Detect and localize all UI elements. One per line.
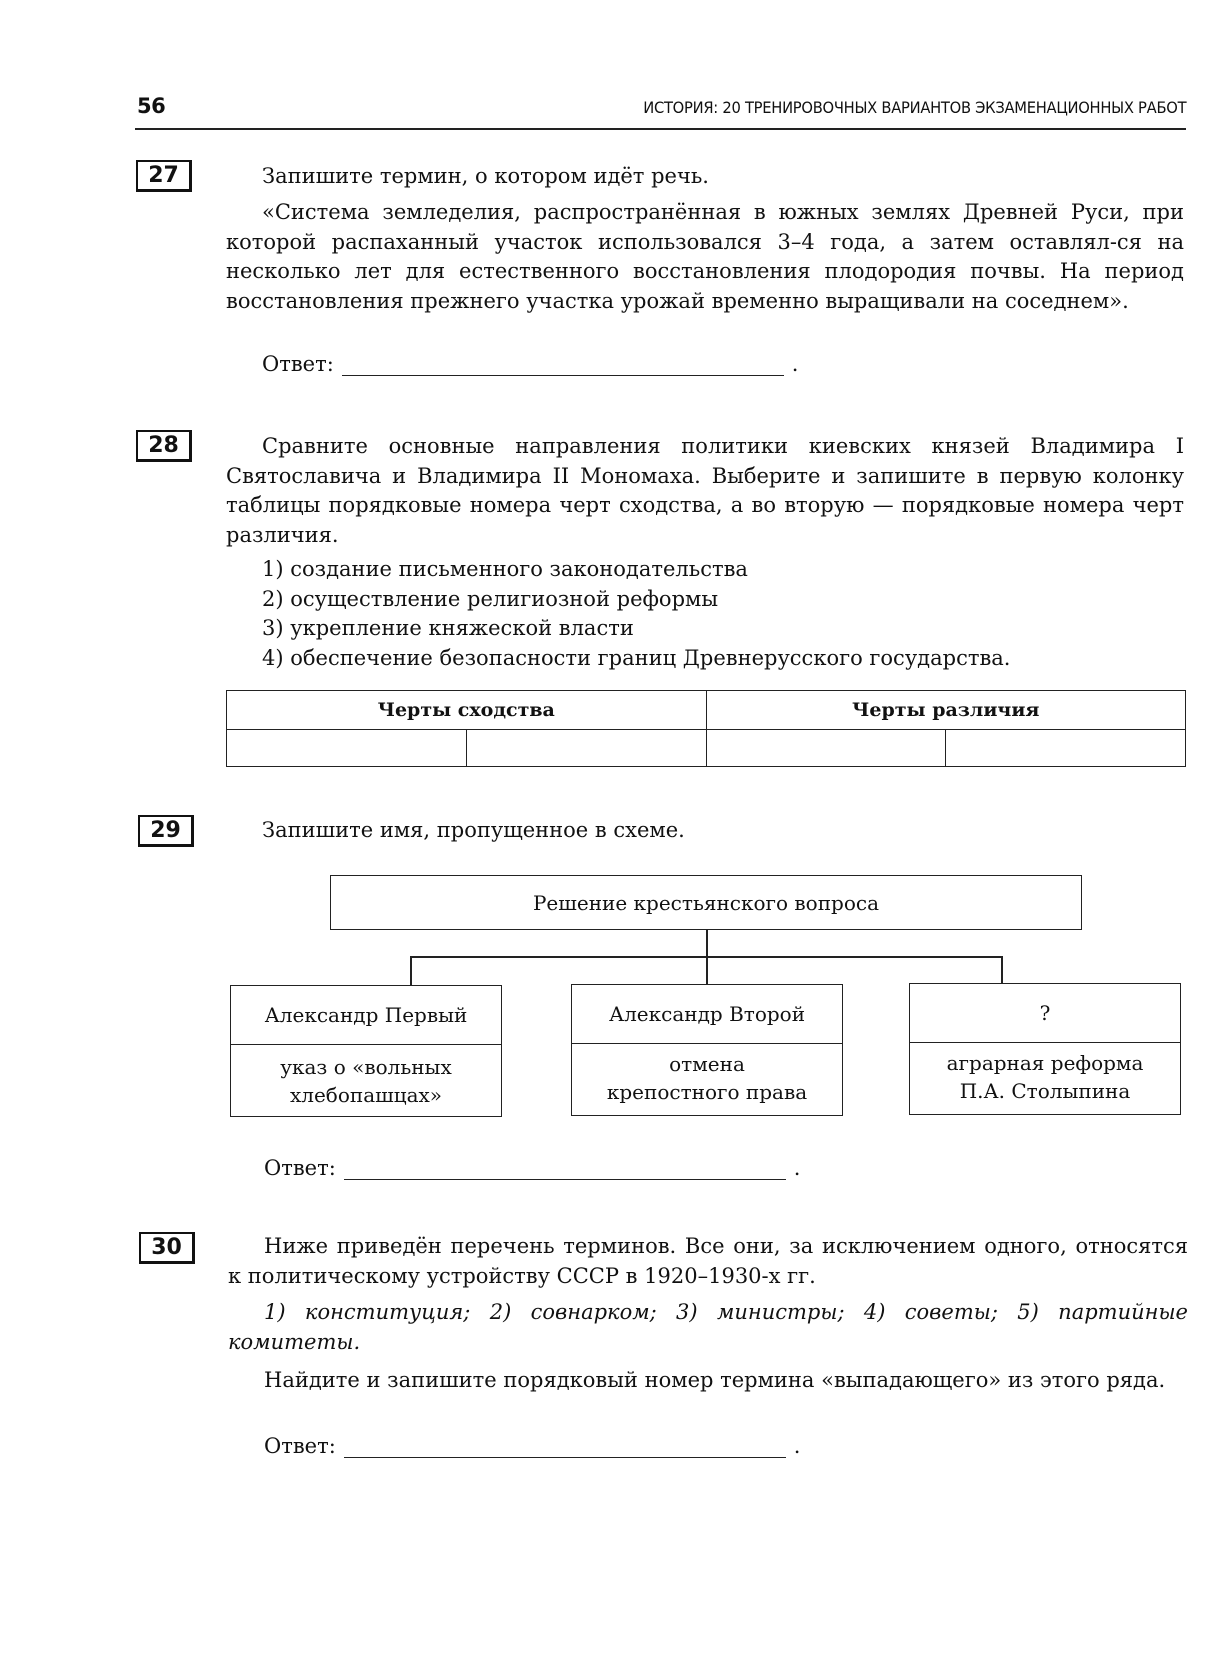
task-number-30: 30 [139,1232,195,1264]
branch-2-line1: отмена [669,1052,745,1076]
branch-3-line2: П.А. Столыпина [959,1079,1131,1103]
task-29-answer[interactable] [264,1156,800,1180]
task-30-task: Найдите и запишите порядковый номер термина «выпадающего» из этого ряда. [264,1368,1166,1392]
option-1: 1) создание письменного законодательства [262,557,748,581]
branch-3-line1: аграрная реформа [946,1051,1144,1075]
answer-period: . [793,1156,801,1180]
answer-label: Ответ: [264,1156,336,1180]
task-30-terms: 1) конституция; 2) совнарком; 3) министры; 4) советы; 5) партийные комитеты. [228,1300,1188,1354]
similarity-cell-1[interactable] [227,730,467,767]
task-27-instruction: Запишите термин, о котором идёт речь. [262,164,709,188]
branch-2-line2: крепостного права [606,1080,808,1104]
connector-horizontal [410,956,1002,958]
page-number: 56 [137,94,166,118]
header-similarities: Черты сходства [227,691,707,730]
answer-field[interactable] [342,359,784,376]
task-27-answer[interactable] [262,352,798,376]
connector-right [1001,956,1003,984]
answer-field[interactable] [344,1441,786,1458]
task-30-instruction: Ниже приведён перечень терминов. Все они, за исключением одного, относятся к политическому устройству СССР в 1920–1930-х гг. [228,1234,1188,1288]
option-4: 4) обеспечение безопасности границ Древнерусского государства. [262,645,1011,670]
scheme-root-box: Решение крестьянского вопроса [330,875,1082,930]
comparison-table [226,690,1186,767]
answer-field[interactable] [344,1163,786,1180]
book-title: ИСТОРИЯ: 20 ТРЕНИРОВОЧНЫХ ВАРИАНТОВ ЭКЗАМЕНАЦИОННЫХ РАБОТ [642,98,1186,117]
similarity-cell-2[interactable] [466,730,706,767]
answer-period: . [791,352,799,376]
scheme-branch-2 [571,984,843,1116]
branch-1-name: Александр Первый [231,986,501,1045]
branch-3-name-missing: ? [910,984,1180,1043]
task-29-instruction: Запишите имя, пропущенное в схеме. [262,818,685,842]
branch-1-line2: хлебопашцах» [289,1083,443,1107]
difference-cell-1[interactable] [706,730,946,767]
connector-root [706,930,708,985]
difference-cell-2[interactable] [946,730,1186,767]
answer-label: Ответ: [262,352,334,376]
header-differences: Черты различия [706,691,1186,730]
header-divider [135,128,1186,130]
task-30-answer[interactable] [264,1434,800,1458]
task-number-28: 28 [136,430,192,462]
connector-left [410,956,412,986]
task-number-27: 27 [136,160,192,192]
task-27-quote: «Система земледелия, распространённая в южных землях Древней Руси, при которой распаханный участок использовался 3–4 года, а затем оставлял-ся на несколько лет для естественного восстановления плодородия почвы. На период восстановления прежнего участка урожай временно выращивали на соседнем». [226,200,1184,313]
task-number-29: 29 [138,815,194,847]
answer-period: . [793,1434,801,1458]
answer-label: Ответ: [264,1434,336,1458]
task-28-options [262,555,1182,673]
branch-1-line1: указ о «вольных [280,1055,452,1079]
scheme-branch-3 [909,983,1181,1115]
scheme-branch-1 [230,985,502,1117]
branch-2-name: Александр Второй [572,985,842,1044]
option-3: 3) укрепление княжеской власти [262,616,634,640]
option-2: 2) осуществление религиозной реформы [262,586,719,611]
task-28-instruction: Сравните основные направления политики киевских князей Владимира I Святославича и Владимира II Мономаха. Выберите и запишите в первую колонку таблицы порядковые номера черт сходства, а во вторую — порядковые номера черт различия. [226,434,1184,547]
